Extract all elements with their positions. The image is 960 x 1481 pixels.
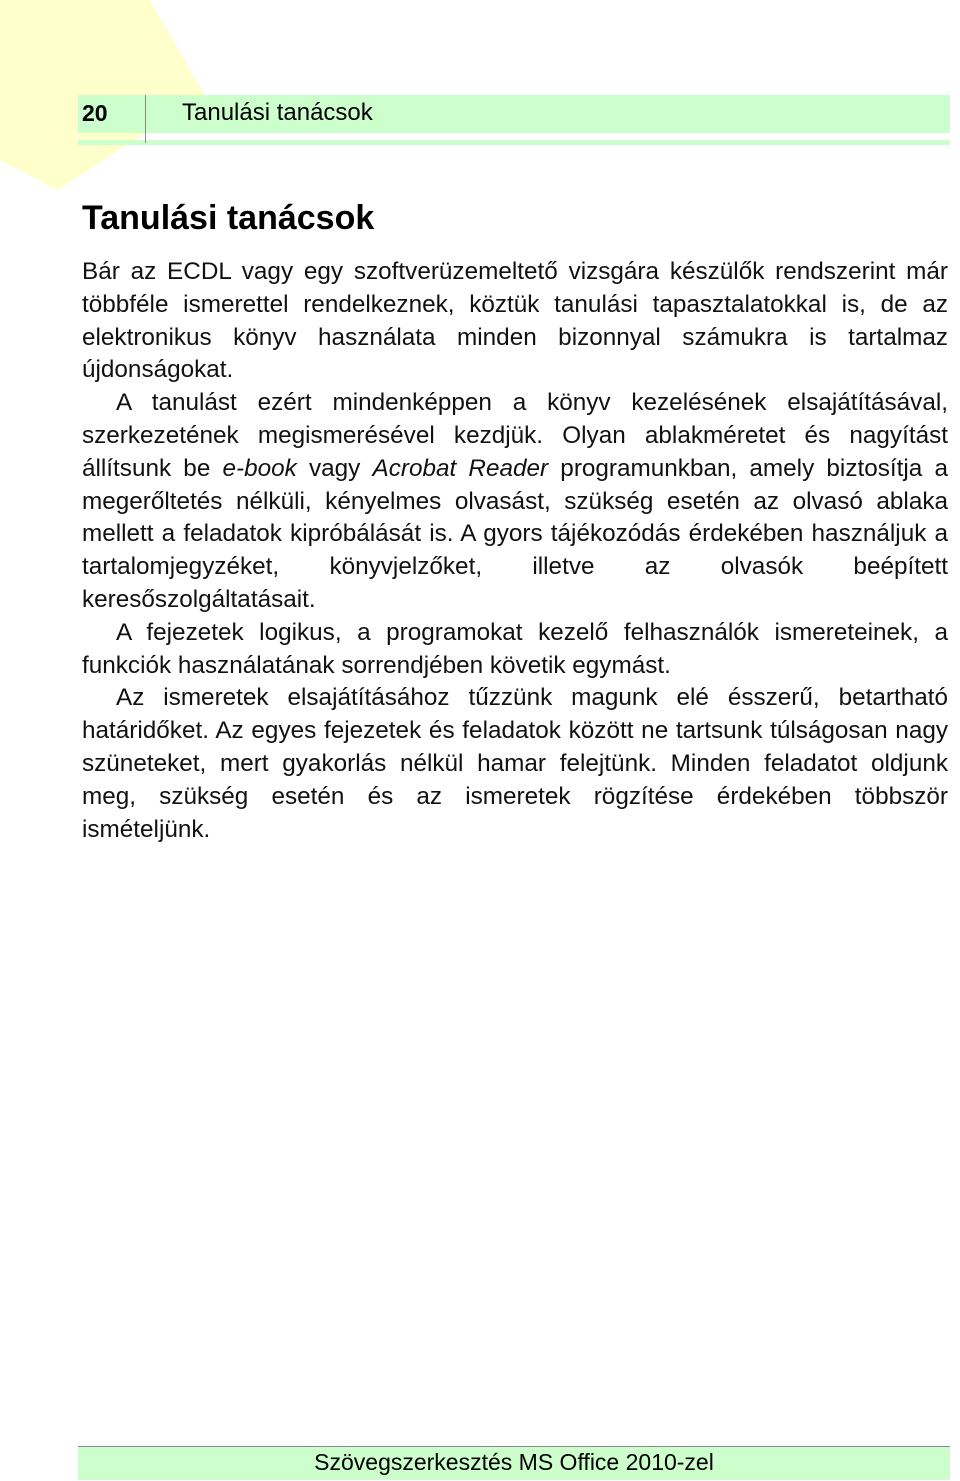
header-divider [145,95,146,143]
paragraph-text: vagy [296,454,373,482]
footer-text: Szövegszerkesztés MS Office 2010-zel [314,1449,714,1475]
paragraph-text: A tanulást ezért mindenképpen a könyv kezelésének elsajátításával, szerkezetének megismerésével kezdjük. Olyan ablakméretet és nagyítást állítsunk be [82,389,948,482]
paragraph: A fejezetek logikus, a programokat kezelő felhasználók ismereteinek, a funkciók használatának sorrendjében követik egymást. [82,618,948,679]
document-body [82,256,948,846]
running-header-title: Tanulási tanácsok [182,99,373,126]
paragraph-text: programunkban, amely biztosítja a megerőltetés nélküli, kényelmes olvasást, szükség esetén az olvasó ablaka mellett a feladatok kipróbálását is. A gyors tájékozódás érdekében használjuk a tartalomjegyzéket, könyvjelzőket, illetve az olvasók beépített keresőszolgáltatásait. [82,454,948,613]
page-number: 20 [82,100,108,126]
header-rule [78,140,950,145]
paragraph [82,387,948,617]
ebook-term: e-book [222,454,297,482]
document-title: Tanulási tanácsok [82,199,375,237]
paragraph: Bár az ECDL vagy egy szoftverüzemeltető vizsgára készülők rendszerint már többféle ismerettel rendelkeznek, köztük tanulási tapasztalatokkal is, de az elektronikus könyv használata minden bizonnyal számukra is tartalmaz újdonságokat. [82,258,948,384]
acrobat-reader-term: Acrobat Reader [372,454,549,482]
paragraph: Az ismeretek elsajátításához tűzzünk magunk elé ésszerű, betartható határidőket. Az egyes fejezetek és feladatok között ne tartsunk túlságosan nagy szüneteket, mert gyakorlás nélkül hamar felejtünk. Minden feladatot oldjunk meg, szükség esetén és az ismeretek rögzítése érdekében többször ismételjünk. [82,684,948,843]
